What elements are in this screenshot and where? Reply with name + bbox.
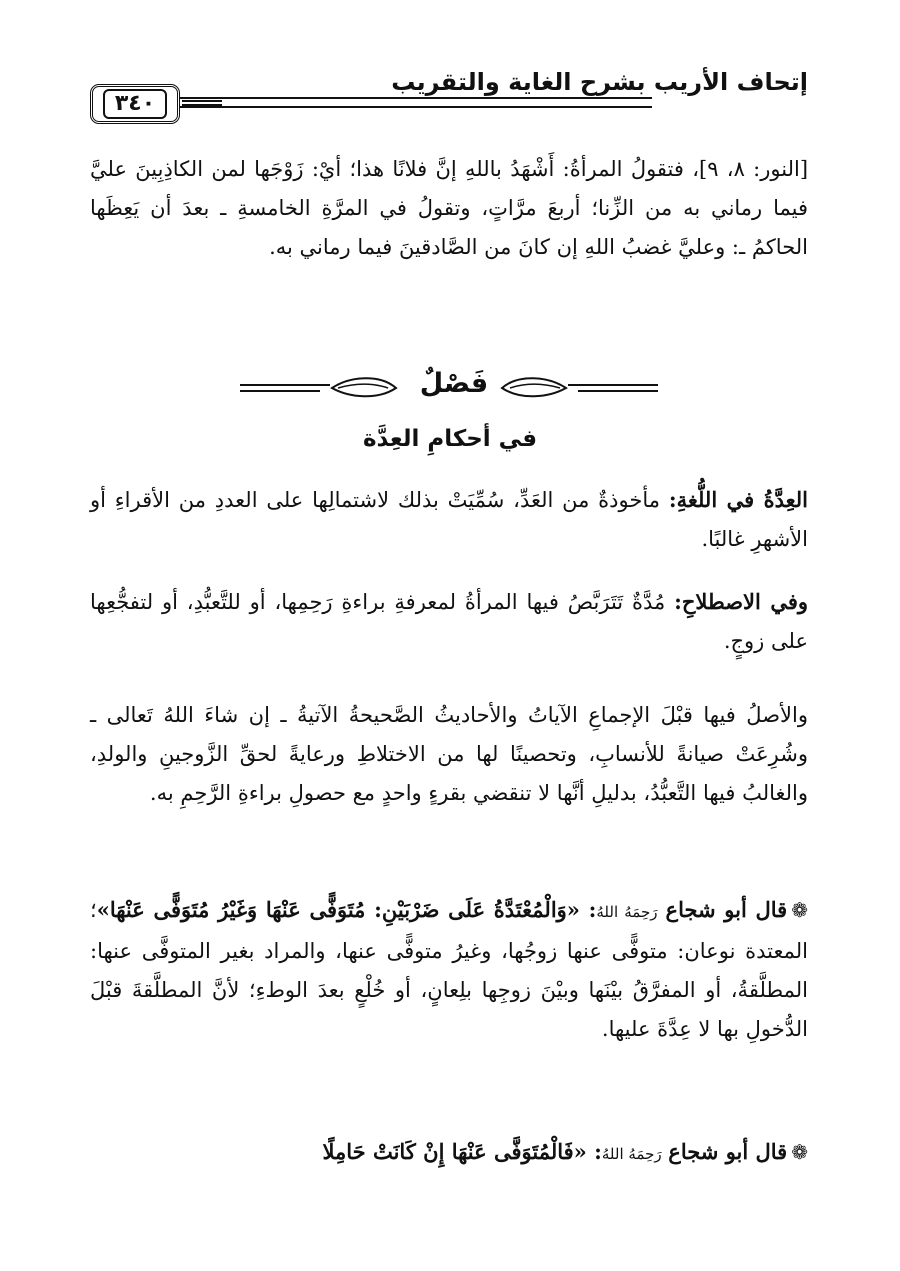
paragraph-origin [90, 696, 808, 813]
matn-quote: : «فَالْمُتَوَفَّى عَنْهَا إِنْ كَانَتْ حَامِلًا [322, 1139, 602, 1164]
page-number: ٣٤٠ [103, 89, 167, 119]
matn-paragraph-1 [90, 890, 808, 1049]
matn-paragraph-2 [90, 1132, 808, 1174]
intro-paragraph [90, 150, 808, 267]
running-header-title: إتحاف الأريب بشرح الغاية والتقريب [391, 68, 808, 96]
paragraph-text: مأخوذةٌ من العَدِّ، سُمِّيَتْ بذلك لاشتمالِها على العددِ من الأقراءِ أو الأشهرِ غالبًا. [90, 488, 808, 551]
paragraph-linguistic-definition [90, 480, 808, 559]
section-subtitle: في أحكامِ العِدَّة [362, 426, 538, 452]
commentary-text: ؛ المعتدة نوعان: متوفًّى عنها زوجُها، وغيرُ متوفًّى عنها، والمراد بغير المتوفَّى عنها: المطلَّقةُ، أو المفرَّقُ بيْنَها وبيْنَ زوجِها بلِعانٍ، أو خُلْعٍ بعدَ الوطءِ؛ لأنَّ المطلَّقةَ قبْلَ الدُّخولِ بها لا عِدَّةَ عليها. [90, 898, 808, 1041]
section-heading: فَصْلٌ [419, 368, 489, 399]
honorific: رَحِمَهُ اللهُ [596, 903, 658, 921]
quran-citation: [النور: ٨، ٩] [699, 157, 809, 181]
term-technical: وفي الاصطلاحِ: [674, 589, 809, 614]
paragraph-technical-definition [90, 582, 808, 661]
honorific: رَحِمَهُ اللهُ [601, 1145, 662, 1163]
matn-speaker: قال أبو شجاع [668, 1139, 788, 1164]
matn-speaker: قال أبو شجاع [665, 897, 788, 922]
flower-icon: ❁ [791, 1140, 808, 1164]
paragraph-text: مُدَّةٌ تَتَرَبَّصُ فيها المرأةُ لمعرفةِ براءةِ رَحِمِها، أو للتَّعبُّدِ، أو لتفجُّعِها على زوجٍ. [90, 590, 808, 653]
paragraph-text: والأصلُ فيها قبْلَ الإجماعِ الآياتُ والأحاديثُ الصَّحيحةُ الآتيةُ ـ إن شاءَ اللهُ تَعالى ـ وشُرِعَتْ صيانةً للأنسابِ، وتحصينًا لها من الاختلاطِ ورعايةً لحقِّ الزَّوجينِ والولدِ، والغالبُ فيها التَّعبُّدُ، بدليلِ أنَّها لا تنقضي بقرءٍ واحدٍ مع حصولِ براءةِ الرَّحِمِ به. [90, 703, 808, 805]
intro-text: ، فتقولُ المرأةُ: أَشْهَدُ باللهِ إنَّ فلانًا هذا؛ أيْ: زَوْجَها لمن الكاذِبِينَ عليَّ فيما رماني به من الزِّنا؛ أربعَ مرَّاتٍ، وتقولُ في المرَّةِ الخامسةِ ـ بعدَ أن يَعِظَها الحاكمُ ـ: وعليَّ غضبُ اللهِ إن كانَ من الصَّادقينَ فيما رماني به. [90, 157, 808, 259]
header-end-rule [182, 100, 222, 106]
flower-icon: ❁ [791, 898, 808, 922]
page-number-frame [90, 84, 180, 124]
matn-quote: : «وَالْمُعْتَدَّةُ عَلَى ضَرْبَيْنِ: مُتَوَفًّى عَنْهَا وَغَيْرُ مُتَوَفًّى عَنْهَا» [96, 897, 597, 922]
term-linguistic: العِدَّةُ في اللُّغةِ: [668, 487, 808, 512]
